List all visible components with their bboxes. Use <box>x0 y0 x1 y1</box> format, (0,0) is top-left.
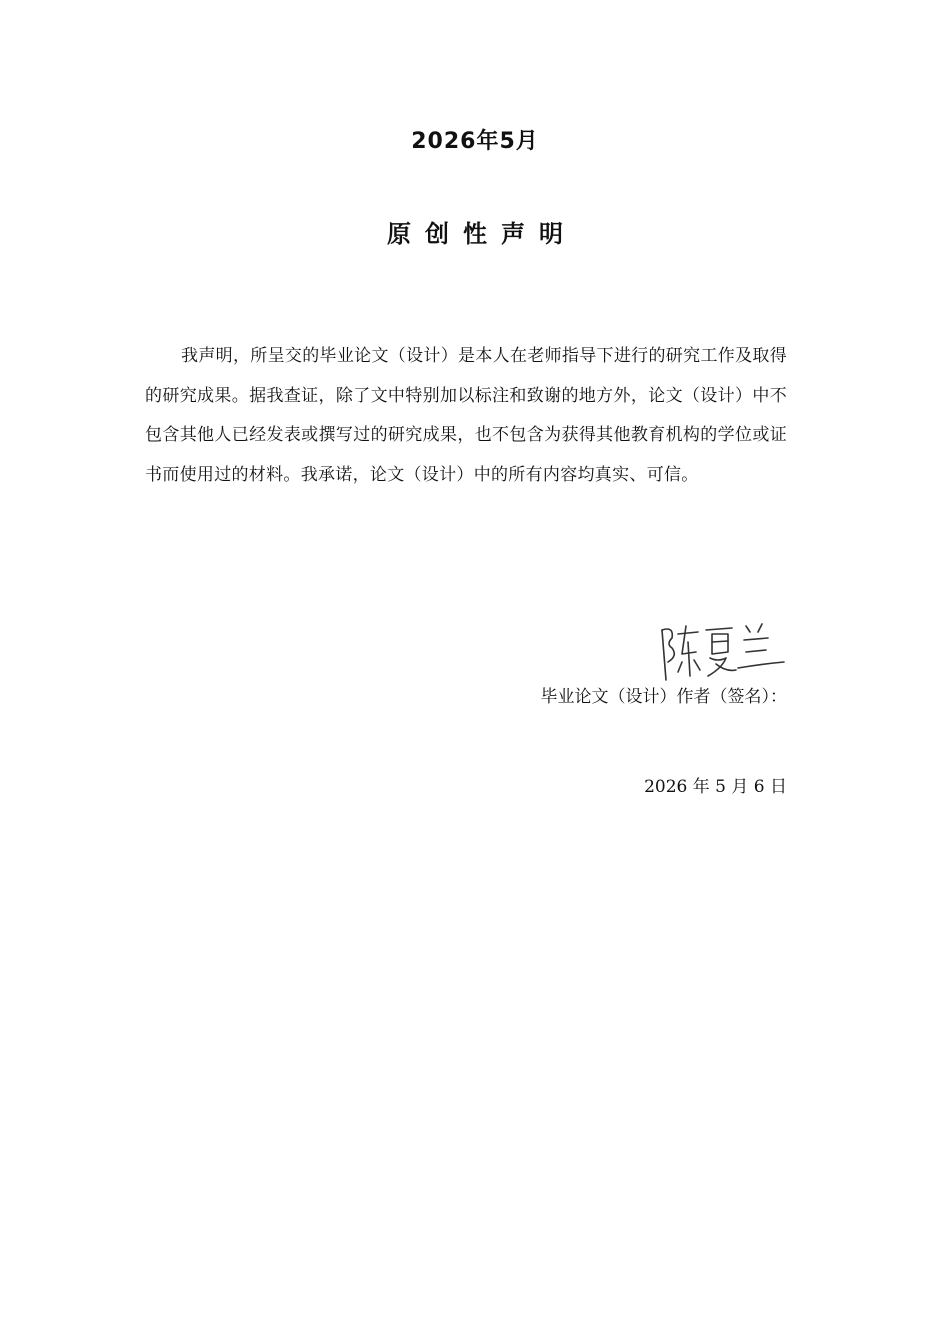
author-signature-label: 毕业论文（设计）作者（签名）： <box>540 687 787 707</box>
declaration-body: 我声明，所呈交的毕业论文（设计）是本人在老师指导下进行的研究工作及取得的研究成果。据我查证，除了文中特别加以标注和致谢的地方外，论文（设计）中不包含其他人已经发表或撰写过的研究成果，也不包含为获得其他教育机构的学位或证书而使用过的材料。我承诺，论文（设计）中的所有内容均真实、可信。 <box>145 346 787 485</box>
date-heading: 2026年5月 <box>411 129 539 154</box>
document-title: 原创性声明 <box>387 220 577 248</box>
handwritten-signature <box>652 618 788 690</box>
signature-date: 2026 年 5 月 6 日 <box>644 777 787 797</box>
